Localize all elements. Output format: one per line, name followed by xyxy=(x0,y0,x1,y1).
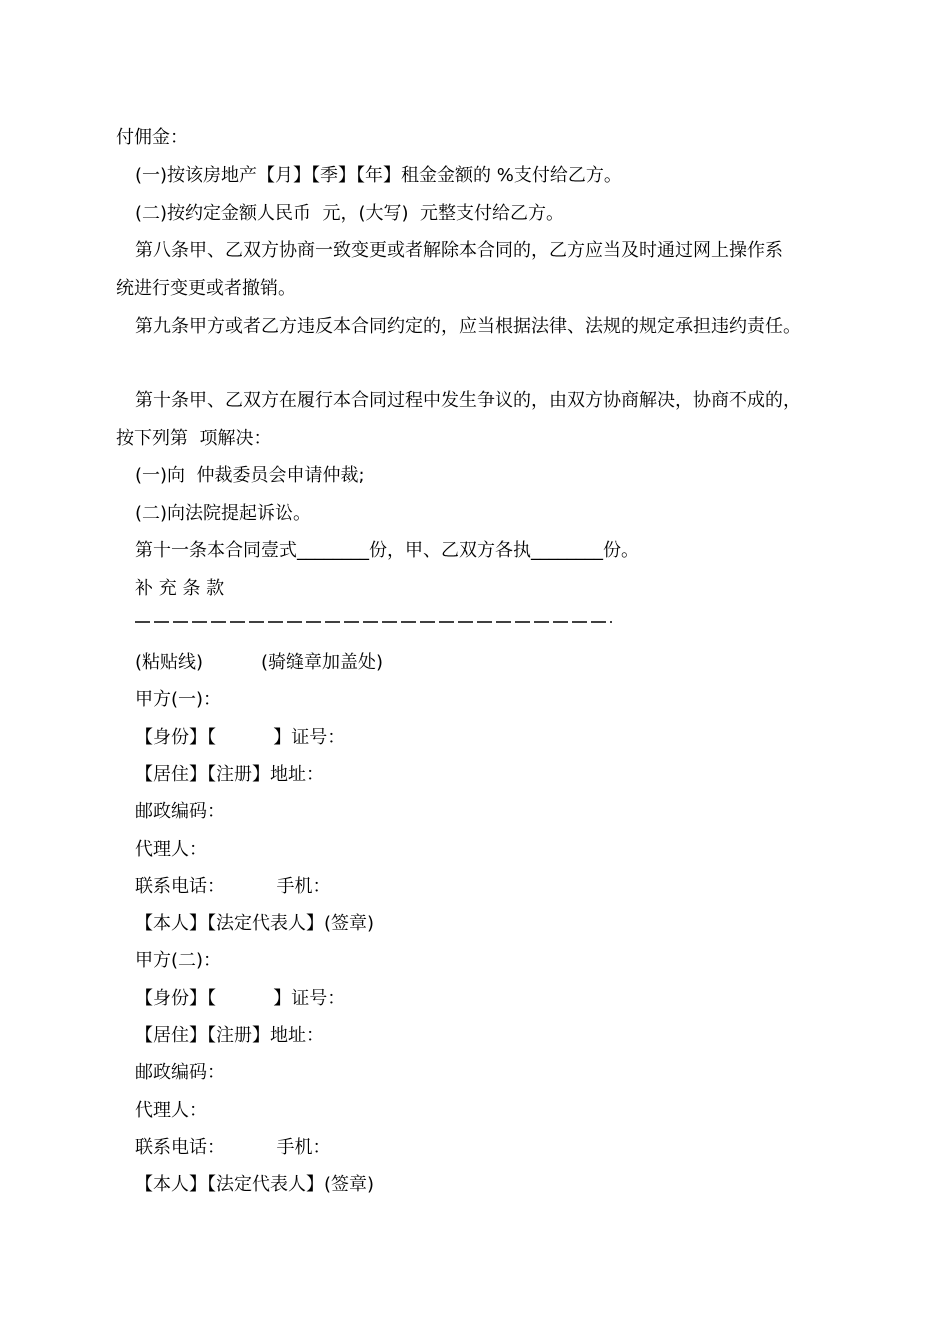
article-8-line-1: 第八条甲、乙双方协商一致变更或者解除本合同的，乙方应当及时通过网上操作系 xyxy=(135,240,783,261)
party-1-title: 甲方(一)： xyxy=(135,689,222,710)
dispute-option-1: (一)向 仲裁委员会申请仲裁; xyxy=(135,465,365,486)
party-1-signature: 【本人】【法定代表人】(签章) xyxy=(135,913,375,934)
paste-line-label: (粘贴线) xyxy=(135,652,204,673)
party-2-address: 【居住】【注册】地址： xyxy=(135,1025,324,1046)
fee-option-1: (一)按该房地产【月】【季】【年】租金金额的 %支付给乙方。 xyxy=(135,165,622,186)
party-2-id-line: 【身份】【 】证号： xyxy=(135,988,346,1009)
party-1-address: 【居住】【注册】地址： xyxy=(135,764,324,785)
fee-option-2: (二)按约定金额人民币 元，(大写) 元整支付给乙方。 xyxy=(135,203,564,224)
cut-dashed-line xyxy=(135,620,612,624)
party-2-title: 甲方(二)： xyxy=(135,950,222,971)
article-9: 第九条甲方或者乙方违反本合同约定的，应当根据法律、法规的规定承担违约责任。 xyxy=(135,316,801,337)
seal-label: (骑缝章加盖处) xyxy=(261,652,384,673)
article-8-line-2: 统进行变更或者撤销。 xyxy=(116,278,296,299)
fee-heading: 付佣金： xyxy=(116,127,188,148)
supplementary-title: 补 充 条 款 xyxy=(135,578,225,599)
party-2-agent: 代理人： xyxy=(135,1100,207,1121)
article-11: 第十一条本合同壹式________份，甲、乙双方各执________份。 xyxy=(135,540,639,561)
article-10-line-1: 第十条甲、乙双方在履行本合同过程中发生争议的，由双方协商解决，协商不成的， xyxy=(135,390,801,411)
article-10-line-2: 按下列第 项解决： xyxy=(116,428,272,449)
party-2-postal-code: 邮政编码： xyxy=(135,1062,225,1083)
party-1-phone: 联系电话： 手机： xyxy=(135,876,331,897)
dispute-option-2: (二)向法院提起诉讼。 xyxy=(135,503,312,524)
party-2-phone: 联系电话： 手机： xyxy=(135,1137,331,1158)
party-2-signature: 【本人】【法定代表人】(签章) xyxy=(135,1174,375,1195)
party-1-id-line: 【身份】【 】证号： xyxy=(135,727,346,748)
party-1-postal-code: 邮政编码： xyxy=(135,801,225,822)
party-1-agent: 代理人： xyxy=(135,839,207,860)
